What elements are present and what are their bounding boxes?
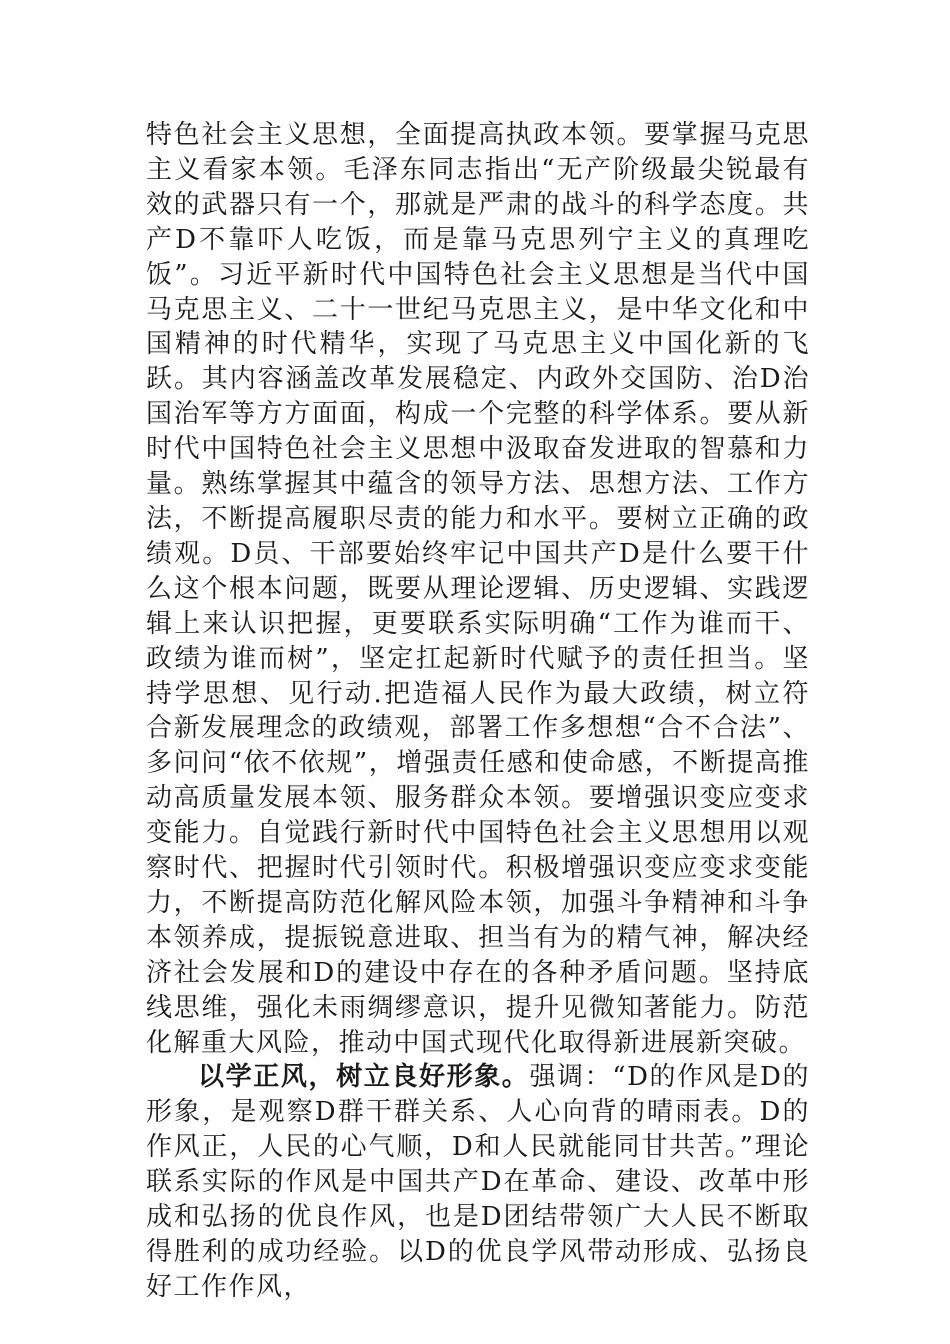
section-lead-heading: 以学正风，树立良好形象。 [198,1062,530,1093]
document-page [146,118,810,1305]
paragraph-continuation: 特色社会主义思想，全面提高执政本领。要掌握马克思主义看家本领。毛泽东同志指出“无产阶级最尖锐最有效的武器只有一个，那就是严肃的战斗的科学态度。共产D不靠吓人吃饭，而是靠马克思列宁主义的真理吃饭”。习近平新时代中国特色社会主义思想是当代中国马克思主义、二十一世纪马克思主义，是中华文化和中国精神的时代精华，实现了马克思主义中国化新的飞跃。其内容涵盖改革发展稳定、内政外交国防、治D治国治军等方方面面，构成一个完整的科学体系。要从新时代中国特色社会主义思想中汲取奋发进取的智慕和力量。熟练掌握其中蕴含的领导方法、思想方法、工作方法，不断提高履职尽责的能力和水平。要树立正确的政绩观。D员、干部要始终牢记中国共产D是什么要干什么这个根本问题，既要从理论逻辑、历史逻辑、实践逻辑上来认识把握，更要联系实际明确“工作为谁而干、政绩为谁而树”，坚定扛起新时代赋予的责任担当。坚持学思想、见行动.把造福人民作为最大政绩，树立符合新发展理念的政绩观，部署工作多想想“合不合法”、多问问“依不依规”，增强责任感和使命感，不断提高推动高质量发展本领、服务群众本领。要增强识变应变求变能力。自觉践行新时代中国特色社会主义思想用以观察时代、把握时代引领时代。积极增强识变应变求变能力，不断提高防范化解风险本领，加强斗争精神和斗争本领养成，提振锐意进取、担当有为的精气神，解决经济社会发展和D的建设中存在的各种矛盾问题。坚持底线思维，强化未雨绸缪意识，提升见微知著能力。防范化解重大风险，推动中国式现代化取得新进展新突破。 [146,120,810,1058]
section-body-text: 强调：“D的作风是D的形象，是观察D群干群关系、人心向背的晴雨表。D的作风正，人民的心气顺，D和人民就能同甘共苦。”理论联系实际的作风是中国共产D在革命、建设、改革中形成和弘扬的优良作风，也是D团结带领广大人民不断取得胜利的成功经验。以D的优良学风带动形成、弘扬良好工作作风， [146,1062,810,1302]
paragraph-style-section [146,1060,810,1304]
